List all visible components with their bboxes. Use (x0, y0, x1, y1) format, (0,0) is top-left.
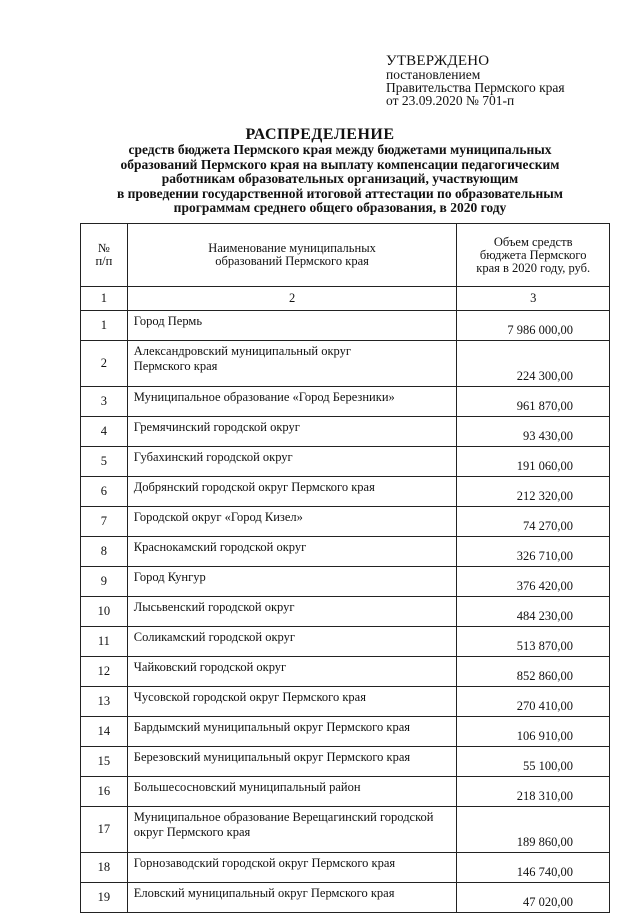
row-number: 3 (81, 387, 128, 417)
municipality-name-line: Город Пермь (133, 314, 203, 328)
municipality-name (127, 597, 457, 627)
row-number: 2 (81, 341, 128, 387)
budget-amount: 852 860,00 (457, 657, 610, 687)
subtitle-line: программам среднего общего образования, в 2020 году (173, 200, 507, 215)
budget-amount: 191 060,00 (457, 447, 610, 477)
table-row (81, 777, 610, 807)
row-number: 17 (81, 807, 128, 853)
subtitle-line: работникам образовательных организаций, участвующим (161, 171, 519, 186)
column-index: 3 (457, 287, 610, 311)
row-number: 15 (81, 747, 128, 777)
approval-line: постановлением (386, 67, 481, 82)
municipality-name (127, 717, 457, 747)
municipality-name (127, 341, 457, 387)
municipality-name (127, 387, 457, 417)
column-index: 1 (81, 287, 128, 311)
row-number: 7 (81, 507, 128, 537)
municipality-name (127, 507, 457, 537)
municipality-name (127, 853, 457, 883)
municipality-name-line: округ Пермского края (133, 825, 251, 839)
approval-date-line: от 23.09.2020 № 701-п (386, 93, 515, 108)
table-row (81, 717, 610, 747)
row-number: 9 (81, 567, 128, 597)
header-name-line: образований Пермского края (215, 254, 369, 268)
municipality-name (127, 417, 457, 447)
table-row (81, 657, 610, 687)
table-row (81, 627, 610, 657)
budget-amount: 218 310,00 (457, 777, 610, 807)
table-row (81, 341, 610, 387)
row-number: 13 (81, 687, 128, 717)
header-name (127, 224, 457, 287)
municipality-name-line: Александровский муниципальный округ (133, 344, 351, 358)
table-row (81, 687, 610, 717)
table-row (81, 567, 610, 597)
document-title: РАСПРЕДЕЛЕНИЕ (245, 126, 395, 143)
municipality-name-line: Большесосновский муниципальный район (133, 780, 361, 794)
municipality-name (127, 627, 457, 657)
table-row (81, 447, 610, 477)
table-row (81, 311, 610, 341)
row-number: 4 (81, 417, 128, 447)
table-row (81, 387, 610, 417)
municipality-name (127, 747, 457, 777)
budget-amount: 270 410,00 (457, 687, 610, 717)
budget-amount: 189 860,00 (457, 807, 610, 853)
budget-amount: 93 430,00 (457, 417, 610, 447)
row-number: 14 (81, 717, 128, 747)
table-row (81, 507, 610, 537)
municipality-name (127, 567, 457, 597)
table-row (81, 807, 610, 853)
municipality-name-line: Чайковский городской округ (133, 660, 287, 674)
municipality-name-line: Березовский муниципальный округ Пермского края (133, 750, 411, 764)
row-number: 11 (81, 627, 128, 657)
header-number-line: п/п (95, 254, 113, 268)
document-subtitle (75, 143, 605, 216)
municipality-name (127, 477, 457, 507)
municipality-name-line: Лысьвенский городской округ (133, 600, 295, 614)
municipality-name (127, 657, 457, 687)
municipality-name-line: Городской округ «Город Кизел» (133, 510, 303, 524)
row-number: 19 (81, 883, 128, 913)
budget-amount: 212 320,00 (457, 477, 610, 507)
budget-amount: 47 020,00 (457, 883, 610, 913)
municipality-name (127, 807, 457, 853)
subtitle-line: в проведении государственной итоговой аттестации по образовательным (116, 185, 564, 201)
row-number: 8 (81, 537, 128, 567)
municipality-name-line: Гремячинский городской округ (133, 420, 300, 434)
header-number (81, 224, 128, 287)
budget-amount: 961 870,00 (457, 387, 610, 417)
municipality-name-line: Соликамский городской округ (133, 630, 295, 644)
table-row (81, 597, 610, 627)
budget-amount: 513 870,00 (457, 627, 610, 657)
row-number: 18 (81, 853, 128, 883)
municipality-name (127, 447, 457, 477)
row-number: 10 (81, 597, 128, 627)
table-row (81, 477, 610, 507)
municipality-name-line: Город Кунгур (133, 570, 206, 584)
row-number: 12 (81, 657, 128, 687)
header-amount (457, 224, 610, 287)
municipality-name-line: Краснокамский городской округ (133, 540, 307, 554)
subtitle-line: образований Пермского края на выплату компенсации педагогическим (120, 156, 560, 172)
approval-heading: УТВЕРЖДЕНО (386, 53, 490, 69)
municipality-name (127, 311, 457, 341)
budget-amount: 224 300,00 (457, 341, 610, 387)
header-number-line: № (97, 241, 110, 255)
municipality-name-line: Добрянский городской округ Пермского края (133, 480, 375, 494)
budget-amount: 376 420,00 (457, 567, 610, 597)
budget-amount: 484 230,00 (457, 597, 610, 627)
subtitle-line: средств бюджета Пермского края между бюджетами муниципальных (128, 142, 552, 157)
row-number: 16 (81, 777, 128, 807)
approval-line: Правительства Пермского края (386, 80, 565, 95)
row-number: 6 (81, 477, 128, 507)
distribution-table (80, 223, 610, 913)
budget-amount: 74 270,00 (457, 507, 610, 537)
budget-amount: 106 910,00 (457, 717, 610, 747)
municipality-name-line: Горнозаводский городской округ Пермского края (133, 856, 396, 870)
municipality-name (127, 537, 457, 567)
municipality-name (127, 777, 457, 807)
row-number: 5 (81, 447, 128, 477)
table-row (81, 417, 610, 447)
header-amount-line: края в 2020 году, руб. (476, 260, 591, 275)
budget-amount: 55 100,00 (457, 747, 610, 777)
municipality-name-line: Губахинский городской округ (133, 450, 293, 464)
municipality-name-line: Муниципальное образование «Город Березники» (133, 390, 395, 404)
municipality-name (127, 687, 457, 717)
table-row (81, 883, 610, 913)
table-row (81, 747, 610, 777)
budget-amount: 146 740,00 (457, 853, 610, 883)
column-index-row (81, 287, 610, 311)
header-amount-line: бюджета Пермского (479, 247, 587, 262)
table-header-row (81, 224, 610, 287)
column-index: 2 (127, 287, 457, 311)
municipality-name-line: Еловский муниципальный округ Пермского края (133, 886, 395, 900)
approval-stamp (386, 55, 565, 107)
municipality-name-line: Муниципальное образование Верещагинский городской (133, 810, 434, 824)
header-amount-line: Объем средств (493, 234, 573, 249)
budget-amount: 7 986 000,00 (457, 311, 610, 341)
budget-amount: 326 710,00 (457, 537, 610, 567)
municipality-name-line: Пермского края (133, 359, 218, 373)
table-row (81, 537, 610, 567)
row-number: 1 (81, 311, 128, 341)
municipality-name (127, 883, 457, 913)
header-name-line: Наименование муниципальных (208, 241, 376, 255)
table-row (81, 853, 610, 883)
municipality-name-line: Бардымский муниципальный округ Пермского края (133, 720, 410, 734)
municipality-name-line: Чусовской городской округ Пермского края (133, 690, 366, 704)
